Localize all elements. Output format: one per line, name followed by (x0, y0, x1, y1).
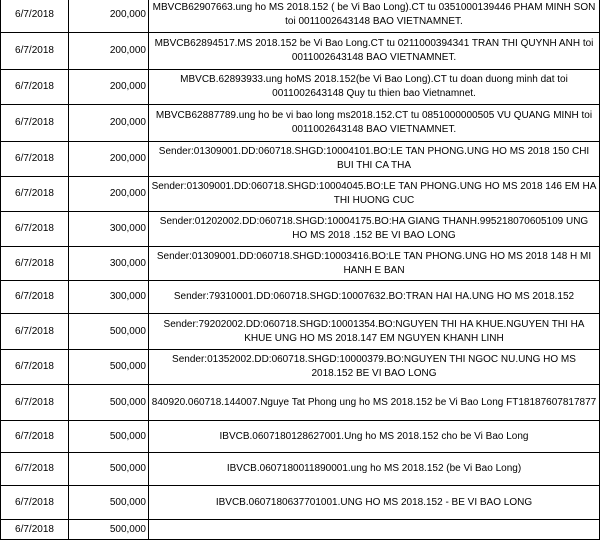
row-description: IBVCB.0607180128627001.Ung ho MS 2018.152 cho be Vi Bao Long (149, 421, 600, 453)
row-description: Sender:01352002.DD:060718.SHGD:10000379.BO:NGUYEN THI NGOC NU.UNG HO MS 2018.152 BE VI BAO LONG (149, 350, 600, 385)
row-description: MBVCB62887789.ung ho be vi bao long ms2018.152.CT tu 0851000000505 VU QUANG MINH toi 0011002643148 BAO VIETNAMNET. (149, 105, 600, 142)
row-description: Sender:01202002.DD:060718.SHGD:10004175.BO:HA GIANG THANH.995218070605109 UNG HO MS 2018 .152 BE VI BAO LONG (149, 212, 600, 247)
row-description: Sender:79310001.DD:060718.SHGD:10007632.BO:TRAN HAI HA.UNG HO MS 2018.152 (149, 281, 600, 314)
row-date: 6/7/2018 (1, 486, 69, 520)
table-row (1, 33, 600, 70)
row-date: 6/7/2018 (1, 177, 69, 212)
row-amount: 200,000 (69, 177, 149, 212)
row-date: 6/7/2018 (1, 212, 69, 247)
row-amount: 300,000 (69, 247, 149, 281)
row-date: 6/7/2018 (1, 453, 69, 486)
row-description: 840920.060718.144007.Nguye Tat Phong ung ho MS 2018.152 be Vi Bao Long FT18187607817877 (149, 385, 600, 421)
row-description: Sender:01309001.DD:060718.SHGD:10003416.BO:LE TAN PHONG.UNG HO MS 2018 148 H MI HANH E BAN (149, 247, 600, 281)
row-amount: 200,000 (69, 33, 149, 70)
table-row (1, 314, 600, 350)
row-description: Sender:01309001.DD:060718.SHGD:10004101.BO:LE TAN PHONG.UNG HO MS 2018 150 CHI BUI THI CA THA (149, 142, 600, 177)
row-description: IBVCB.0607180637701001.UNG HO MS 2018.152 - BE VI BAO LONG (149, 486, 600, 520)
table-row (1, 385, 600, 421)
row-date: 6/7/2018 (1, 105, 69, 142)
table-row (1, 105, 600, 142)
row-amount: 500,000 (69, 314, 149, 350)
table-row (1, 421, 600, 453)
row-amount: 500,000 (69, 350, 149, 385)
row-date: 6/7/2018 (1, 421, 69, 453)
row-description: Sender:79202002.DD:060718.SHGD:10001354.BO:NGUYEN THI HA KHUE.NGUYEN THI HA KHUE UNG HO MS 2018.147 EM NGUYEN KHANH LINH (149, 314, 600, 350)
table-row (1, 212, 600, 247)
row-amount: 300,000 (69, 281, 149, 314)
table-row (1, 247, 600, 281)
row-amount: 500,000 (69, 421, 149, 453)
row-date: 6/7/2018 (1, 0, 69, 33)
table-row (1, 520, 600, 540)
donation-table-body (1, 0, 600, 540)
table-row (1, 453, 600, 486)
table-row (1, 0, 600, 33)
row-date: 6/7/2018 (1, 142, 69, 177)
row-description: MBVCB62894517.MS 2018.152 be Vi Bao Long.CT tu 0211000394341 TRAN THI QUYNH ANH toi 0011002643148 BAO VIETNAMNET. (149, 33, 600, 70)
row-description (149, 520, 600, 540)
row-description: MBVCB62907663.ung ho MS 2018.152 ( be Vi Bao Long).CT tu 0351000139446 PHAM MINH SON toi 0011002643148 BAO VIETNAMNET. (149, 0, 600, 33)
row-date: 6/7/2018 (1, 314, 69, 350)
table-row (1, 350, 600, 385)
row-amount: 500,000 (69, 453, 149, 486)
row-date: 6/7/2018 (1, 70, 69, 105)
row-amount: 300,000 (69, 212, 149, 247)
row-amount: 200,000 (69, 70, 149, 105)
row-description: IBVCB.0607180011890001.ung ho MS 2018.152 (be Vi Bao Long) (149, 453, 600, 486)
row-date: 6/7/2018 (1, 520, 69, 540)
table-row (1, 142, 600, 177)
table-row (1, 70, 600, 105)
row-amount: 200,000 (69, 0, 149, 33)
table-row (1, 281, 600, 314)
row-amount: 200,000 (69, 142, 149, 177)
row-date: 6/7/2018 (1, 350, 69, 385)
row-description: Sender:01309001.DD:060718.SHGD:10004045.BO:LE TAN PHONG.UNG HO MS 2018 146 EM HA THI HUONG CUC (149, 177, 600, 212)
row-amount: 200,000 (69, 105, 149, 142)
row-description: MBVCB.62893933.ung hoMS 2018.152(be Vi Bao Long).CT tu doan duong minh dat toi 0011002643148 Quy tu thien bao Vietnamnet. (149, 70, 600, 105)
table-row (1, 486, 600, 520)
row-date: 6/7/2018 (1, 33, 69, 70)
row-amount: 500,000 (69, 385, 149, 421)
row-date: 6/7/2018 (1, 281, 69, 314)
row-date: 6/7/2018 (1, 247, 69, 281)
row-date: 6/7/2018 (1, 385, 69, 421)
row-amount: 500,000 (69, 520, 149, 540)
row-amount: 500,000 (69, 486, 149, 520)
table-row (1, 177, 600, 212)
